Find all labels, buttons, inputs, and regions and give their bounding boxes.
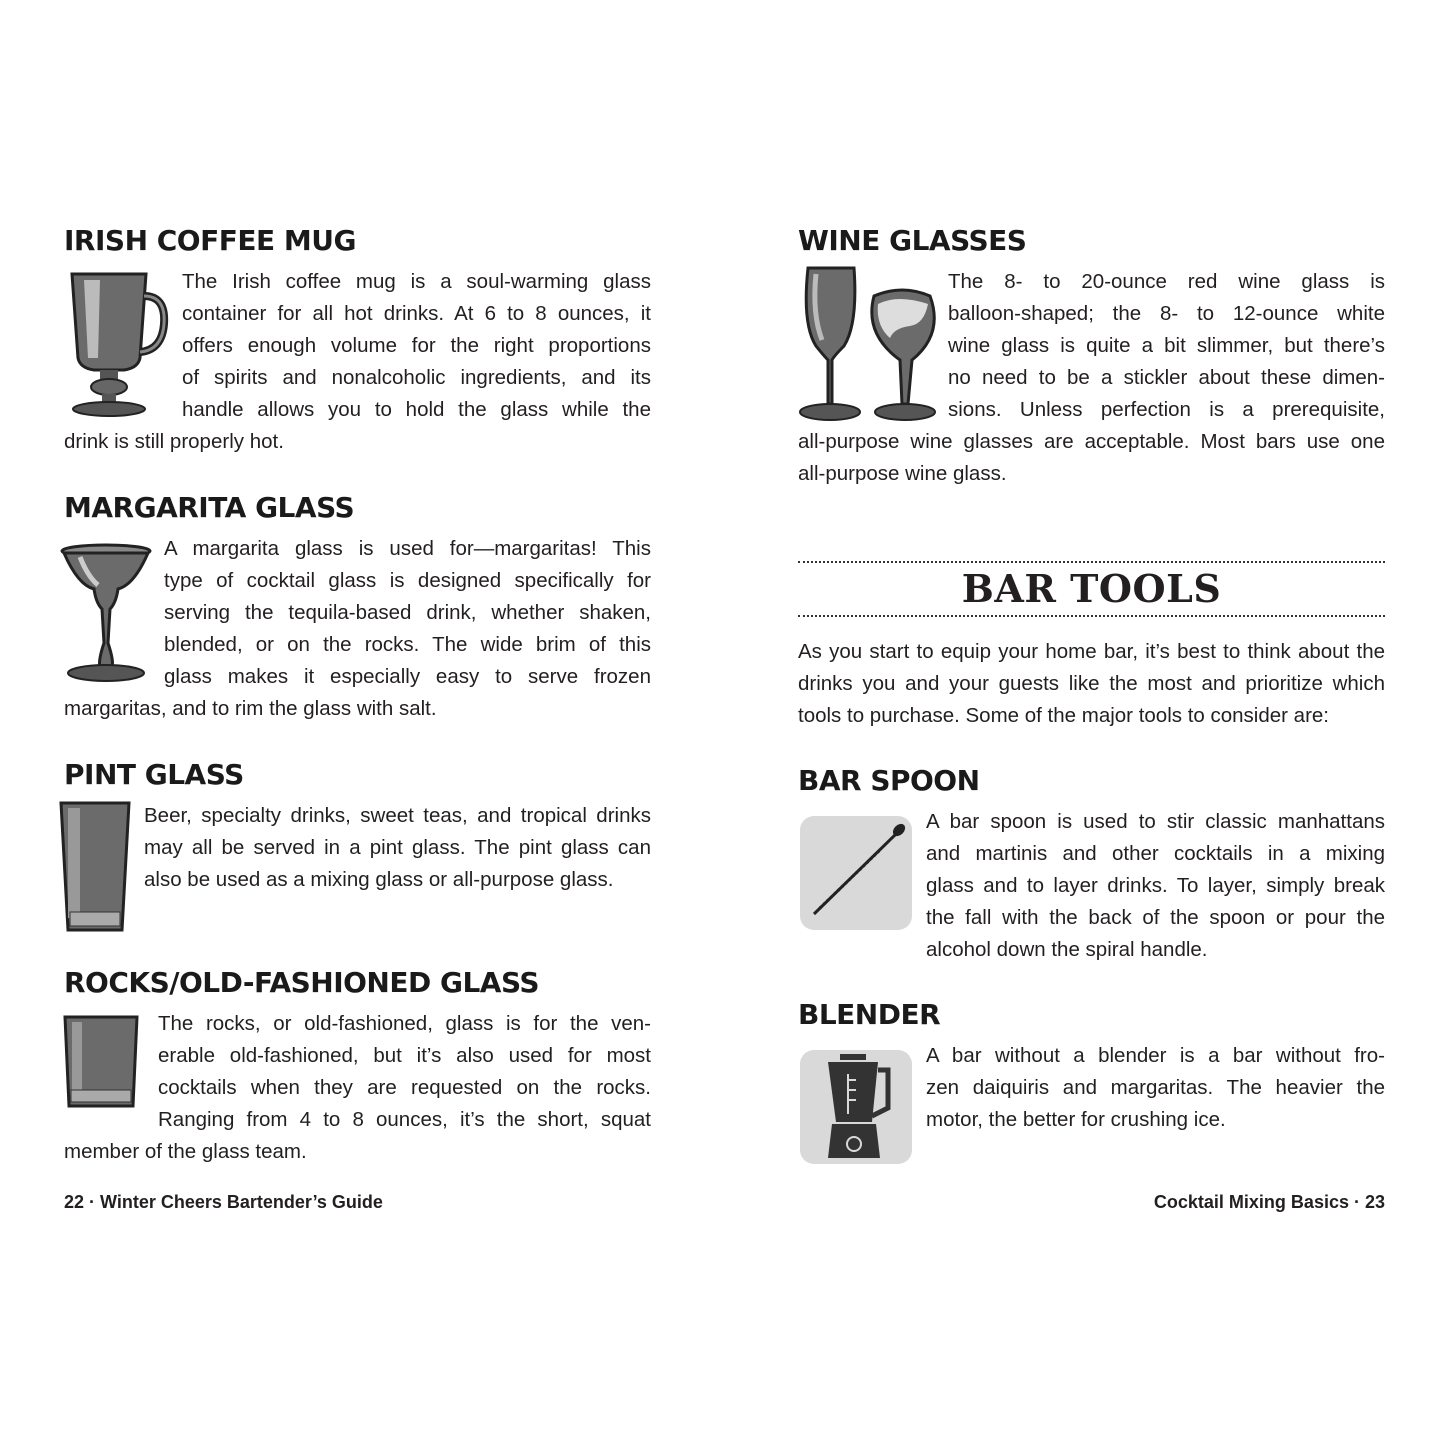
text-line: A bar without a blender is a bar without fro- — [926, 1044, 1385, 1067]
section-heading: MARGARITA GLASS — [64, 491, 355, 524]
body-text — [64, 800, 651, 896]
bar-spoon-icon — [800, 816, 912, 930]
text-line: Beer, specialty drinks, sweet teas, and tropical drinks — [144, 804, 651, 827]
blender-icon — [800, 1050, 912, 1164]
text-line: all-purpose wine glass. — [798, 462, 1007, 485]
divider-bottom — [798, 615, 1385, 617]
section-heading: BLENDER — [798, 998, 941, 1031]
text-line: A margarita glass is used for—margaritas! This — [164, 537, 651, 560]
section-heading: IRISH COFFEE MUG — [64, 224, 356, 257]
text-line: motor, the better for crushing ice. — [926, 1108, 1226, 1131]
page-footer-left: 22 · Winter Cheers Bartender’s Guide — [64, 1192, 383, 1212]
text-line: offers enough volume for the right proportions — [182, 334, 651, 357]
text-line: margaritas, and to rim the glass with salt. — [64, 697, 437, 720]
bar-tools-title: BAR TOOLS — [961, 566, 1222, 611]
text-line: sions. Unless perfection is a prerequisite, — [948, 398, 1385, 421]
rocks-glass-icon — [62, 1014, 140, 1110]
text-line: Ranging from 4 to 8 ounces, it’s the short, squat — [158, 1108, 651, 1131]
text-line: tools to purchase. Some of the major tools to consider are: — [798, 704, 1329, 727]
text-line: handle allows you to hold the glass while the — [182, 398, 651, 421]
section-heading: BAR SPOON — [798, 764, 980, 797]
text-line: all-purpose wine glasses are acceptable. Most bars use one — [798, 430, 1385, 453]
section-pint-glass — [64, 760, 651, 896]
text-line: and martinis and other cocktails in a mixing — [926, 842, 1385, 865]
text-line: drink is still properly hot. — [64, 430, 284, 453]
text-line: member of the glass team. — [64, 1140, 307, 1163]
text-line: zen daiquiris and margaritas. The heavier the — [926, 1076, 1385, 1099]
pint-glass-icon — [58, 800, 132, 934]
margarita-glass-icon — [58, 543, 154, 683]
body-text — [64, 1008, 651, 1168]
bar-tools-intro — [798, 636, 1385, 732]
wine-glasses-icon — [798, 264, 942, 422]
section-irish-coffee-mug — [64, 226, 651, 458]
text-line: also be used as a mixing glass or all-purpose glass. — [144, 868, 614, 891]
text-line: may all be served in a pint glass. The pint glass can — [144, 836, 651, 859]
text-line: glass makes it especially easy to serve frozen — [164, 665, 651, 688]
section-heading: PINT GLASS — [64, 758, 244, 791]
section-bar-spoon — [798, 766, 1385, 966]
text-line: alcohol down the spiral handle. — [926, 938, 1208, 961]
text-line: A bar spoon is used to stir classic manhattans — [926, 810, 1385, 833]
text-line: drinks you and your guests like the most and prioritize which — [798, 672, 1385, 695]
text-line: The 8- to 20-ounce red wine glass is — [948, 270, 1385, 293]
text-line: type of cocktail glass is designed specifically for — [164, 569, 651, 592]
text-line: glass and to layer drinks. To layer, simply break — [926, 874, 1385, 897]
text-line: container for all hot drinks. At 6 to 8 ounces, it — [182, 302, 651, 325]
section-heading: WINE GLASSES — [798, 224, 1027, 257]
text-line: balloon-shaped; the 8- to 12-ounce white — [948, 302, 1385, 325]
irish-coffee-mug-icon — [66, 270, 170, 418]
text-line: no need to be a stickler about these dimen- — [948, 366, 1385, 389]
text-line: The Irish coffee mug is a soul-warming glass — [182, 270, 651, 293]
section-blender — [798, 1000, 1385, 1136]
text-line: blended, or on the rocks. The wide brim of this — [164, 633, 651, 656]
section-rocks-glass — [64, 968, 651, 1168]
section-heading: ROCKS/OLD-FASHIONED GLASS — [64, 966, 540, 999]
text-line: As you start to equip your home bar, it’s best to think about the — [798, 640, 1385, 663]
section-margarita-glass — [64, 493, 651, 725]
text-line: The rocks, or old-fashioned, glass is for the ven- — [158, 1012, 651, 1035]
text-line: erable old-fashioned, but it’s also used for most — [158, 1044, 651, 1067]
text-line: cocktails when they are requested on the rocks. — [158, 1076, 651, 1099]
divider-top — [798, 561, 1385, 563]
text-line: of spirits and nonalcoholic ingredients, and its — [182, 366, 651, 389]
page-footer-right: Cocktail Mixing Basics · 23 — [1153, 1192, 1385, 1212]
text-line: wine glass is quite a bit slimmer, but there’s — [948, 334, 1385, 357]
section-wine-glasses — [798, 226, 1385, 490]
text-line: the fall with the back of the spoon or pour the — [926, 906, 1385, 929]
text-line: serving the tequila-based drink, whether shaken, — [164, 601, 651, 624]
